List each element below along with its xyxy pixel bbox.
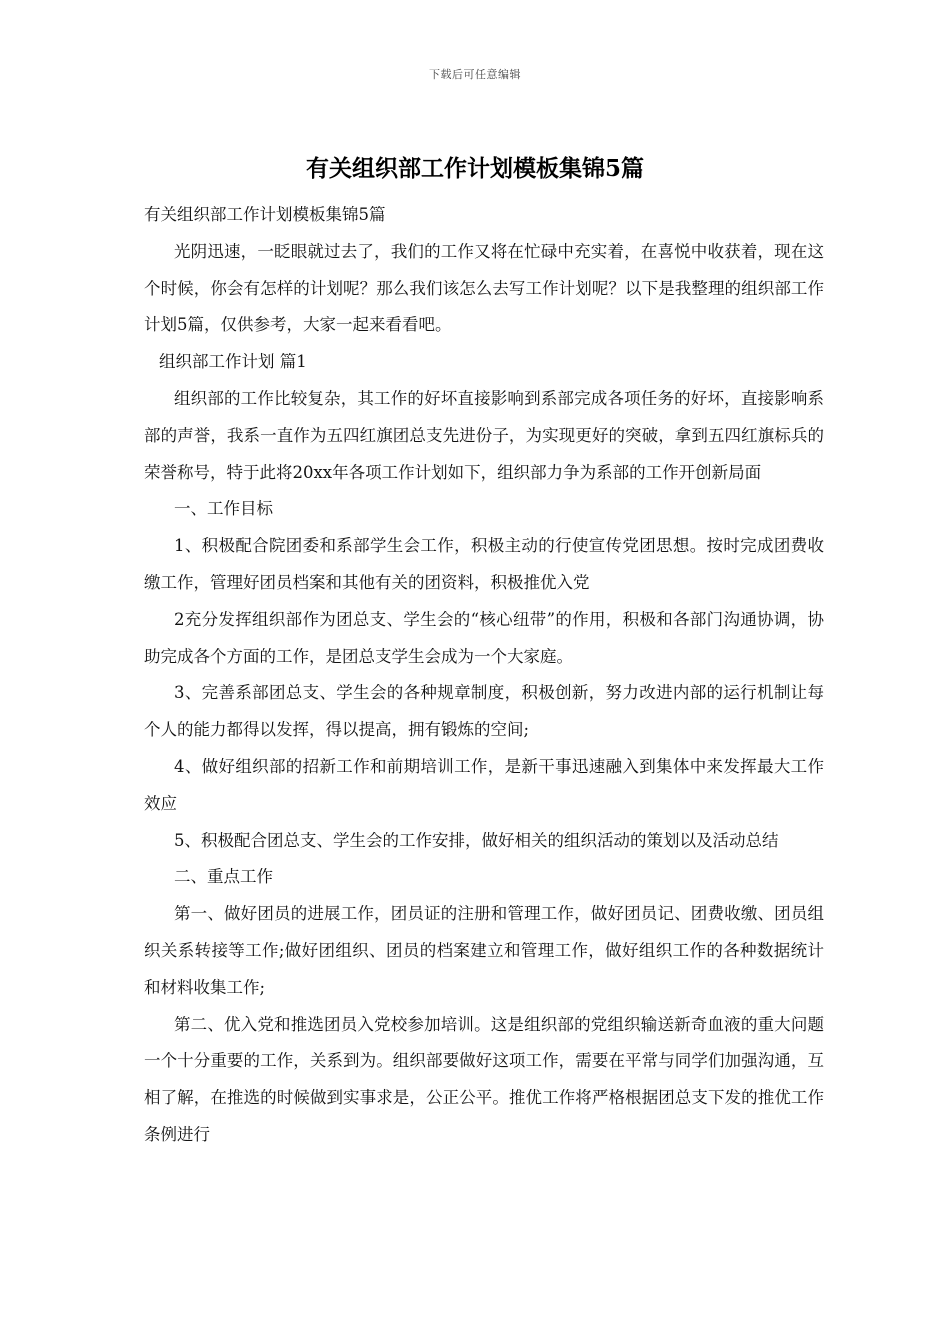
body-paragraph: 组织部的工作比较复杂，其工作的好坏直接影响到系部完成各项任务的好坏，直接影响系部的声誉，我系一直作为五四红旗团总支先进份子，为实现更好的突破，拿到五四红旗标兵的荣誉称号，特于此将20xx年各项工作计划如下，组织部力争为系部的工作开创新局面	[144, 388, 824, 482]
subtitle-paragraph: 有关组织部工作计划模板集锦5篇	[144, 205, 386, 224]
goal-item-4: 4、做好组织部的招新工作和前期培训工作，是新干事迅速融入到集体中来发挥最大工作效应	[144, 756, 824, 813]
key-work-item-1: 第一、做好团员的进展工作，团员证的注册和管理工作，做好团员记、团费收缴、团员组织关系转接等工作;做好团组织、团员的档案建立和管理工作，做好组织工作的各种数据统计和材料收集工作;	[144, 904, 824, 997]
section-heading-goals: 一、工作目标	[174, 499, 273, 519]
document-title: 有关组织部工作计划模板集锦5篇	[305, 155, 644, 182]
goal-item-1: 1、积极配合院团委和系部学生会工作，积极主动的行使宣传党团思想。按时完成团费收缴工作，管理好团员档案和其他有关的团资料，积极推优入党	[144, 536, 824, 592]
page-header-note: 下载后可任意编辑	[429, 68, 521, 81]
section-heading-plan-1: 组织部工作计划 篇1	[159, 352, 307, 372]
key-work-item-2: 第二、优入党和推选团员入党校参加培训。这是组织部的党组织输送新奇血液的重大问题一个十分重要的工作，关系到为。组织部要做好这项工作，需要在平常与同学们加强沟通，互相了解，在推选的时候做到实事求是，公正公平。推优工作将严格根据团总支下发的推优工作条例进行	[144, 1014, 824, 1144]
section-heading-key-work: 二、重点工作	[174, 867, 273, 887]
intro-paragraph: 光阴迅速，一眨眼就过去了，我们的工作又将在忙碌中充实着，在喜悦中收获着，现在这个时候，你会有怎样的计划呢？那么我们该怎么去写工作计划呢？以下是我整理的组织部工作计划5篇，仅供参考，大家一起来看看吧。	[144, 241, 824, 335]
goal-item-2: 2充分发挥组织部作为团总支、学生会的“核心纽带”的作用，积极和各部门沟通协调，协助完成各个方面的工作，是团总支学生会成为一个大家庭。	[144, 609, 824, 666]
goal-item-5: 5、积极配合团总支、学生会的工作安排，做好相关的组织活动的策划以及活动总结	[174, 830, 779, 850]
document-body	[144, 197, 824, 1154]
goal-item-3: 3、完善系部团总支、学生会的各种规章制度，积极创新，努力改进内部的运行机制让每个人的能力都得以发挥，得以提高，拥有锻炼的空间;	[144, 683, 824, 740]
